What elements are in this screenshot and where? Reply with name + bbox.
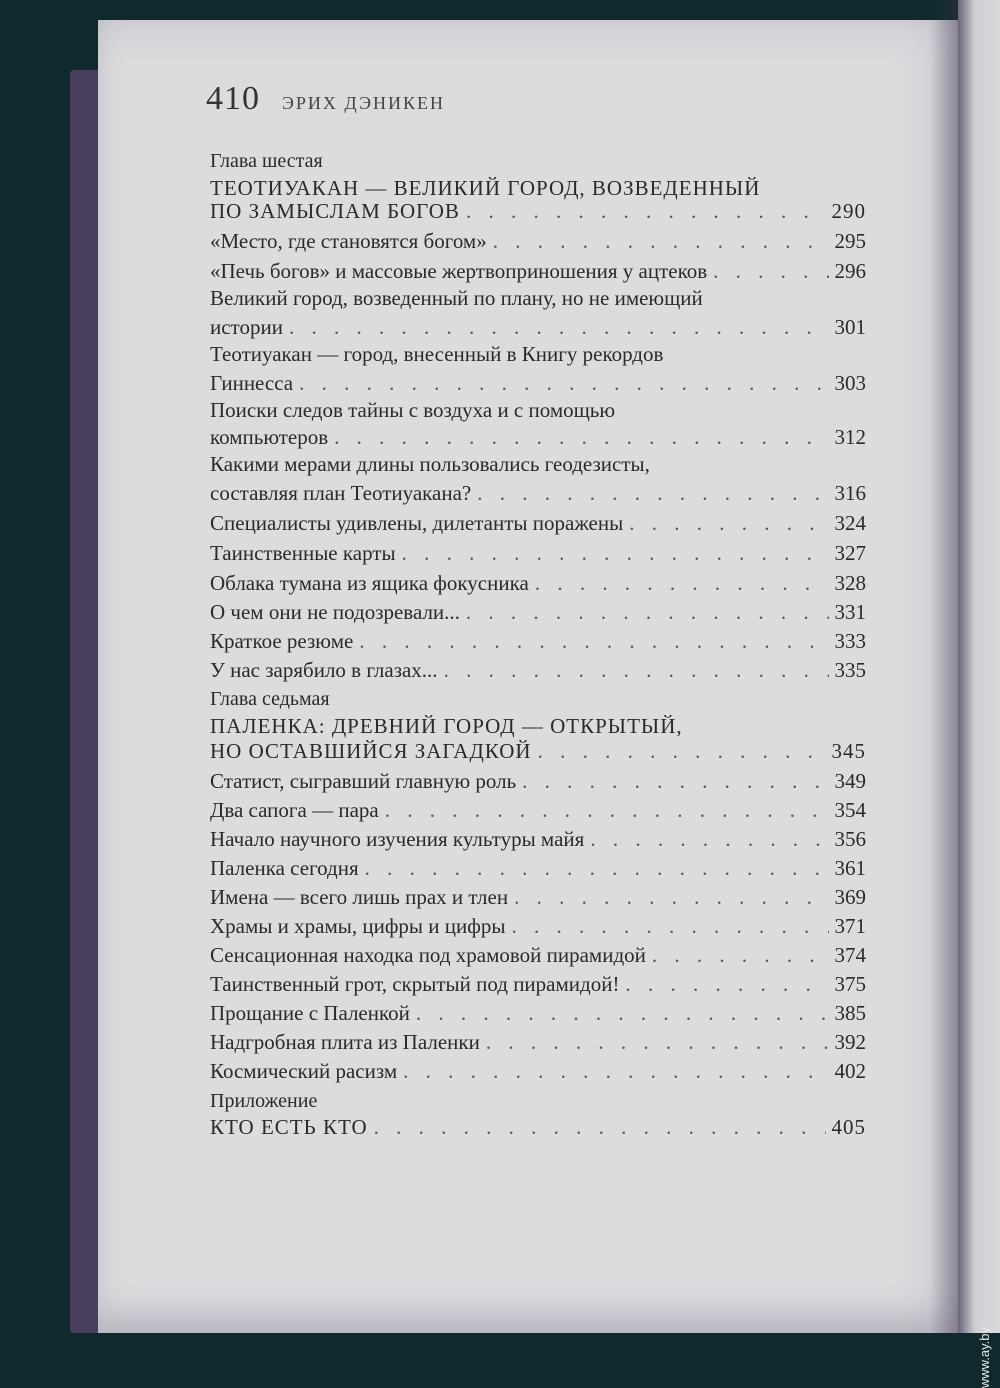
leader-dots (538, 739, 826, 764)
leader-dots (359, 629, 828, 654)
toc-entry-title: Статист, сыгравший главную роль (210, 769, 517, 793)
leader-dots (416, 1001, 829, 1026)
toc-entry (210, 568, 866, 596)
toc-entry-title: Имена — всего лишь прах и тлен (210, 885, 509, 909)
toc-entry (210, 312, 866, 340)
toc-entry-title: Начало научного изучения культуры майя (210, 827, 585, 851)
toc-entry-title: «Печь богов» и массовые жертвоприношения у ацтеков (210, 259, 708, 283)
toc-entry-page: 375 (834, 972, 866, 996)
facing-page-edge (958, 0, 1000, 1333)
toc-entry-page: 402 (834, 1059, 866, 1083)
chapter-7-label: Глава седьмая (210, 688, 330, 710)
toc-entry (210, 626, 866, 654)
chapter-6-title-line2: ПО ЗАМЫСЛАМ БОГОВ (210, 199, 460, 223)
leader-dots (713, 259, 828, 284)
toc-entry (210, 538, 866, 566)
toc-entry-page: 328 (834, 571, 866, 595)
toc-entry-page: 354 (834, 798, 866, 822)
leader-dots (402, 541, 829, 566)
chapter-7-page: 345 (831, 739, 866, 763)
toc-entry (210, 256, 866, 284)
toc-entry-page: 335 (834, 658, 866, 682)
toc-entry-title: Специалисты удивлены, дилетанты поражены (210, 511, 624, 535)
toc-entry-title: Прощание с Паленкой (210, 1001, 410, 1025)
toc-entry (210, 795, 866, 823)
chapter-7-title-row (210, 736, 866, 764)
toc-entry-page: 327 (834, 541, 866, 565)
toc-entry-title: У нас зарябило в глазах... (210, 658, 438, 682)
toc-entry-page: 333 (834, 629, 866, 653)
toc-entry-page: 374 (834, 943, 866, 967)
appendix-page: 405 (831, 1115, 866, 1139)
toc-entry-title: «Место, где становятся богом» (210, 229, 487, 253)
leader-dots (466, 199, 826, 224)
chapter-6-label: Глава шестая (210, 150, 323, 172)
toc-entry-page: 392 (834, 1030, 866, 1054)
toc-entry-page: 296 (834, 259, 866, 283)
page-number: 410 (206, 80, 260, 117)
toc-entry-page: 301 (834, 315, 866, 339)
toc-entry-page: 356 (834, 827, 866, 851)
toc-entry (210, 853, 866, 881)
leader-dots (385, 798, 829, 823)
leader-dots (514, 885, 828, 910)
leader-dots (511, 914, 828, 939)
toc-entry-page: 371 (834, 914, 866, 938)
toc-entry-title-cont: составляя план Теотиуакана? (210, 481, 472, 505)
appendix-label: Приложение (210, 1090, 318, 1112)
toc-entry-title: Космический расизм (210, 1059, 398, 1083)
toc-entry (210, 882, 866, 910)
toc-entry-page: 316 (834, 481, 866, 505)
toc-entry (210, 940, 866, 968)
toc-entry (210, 1027, 866, 1055)
leader-dots (466, 600, 829, 625)
toc-entry-page: 361 (834, 856, 866, 880)
chapter-7-title-line2: НО ОСТАВШИЙСЯ ЗАГАДКОЙ (210, 739, 532, 763)
leader-dots (403, 1059, 828, 1084)
toc-entry-title: Таинственные карты (210, 541, 396, 565)
toc-entry-title: Поиски следов тайны с воздуха и с помощью (210, 398, 616, 422)
toc-entry-page: 303 (834, 371, 866, 395)
chapter-6-title-line1: ТЕОТИУАКАН — ВЕЛИКИЙ ГОРОД, ВОЗВЕДЕННЫЙ (210, 176, 761, 200)
leader-dots (629, 511, 828, 536)
toc-entry-title: Какими мерами длины пользовались геодезисты, (210, 452, 650, 476)
toc-entry (210, 478, 866, 506)
toc-entry (210, 508, 866, 536)
toc-entry-title: Краткое резюме (210, 629, 354, 653)
toc-entry (210, 1056, 866, 1084)
toc-entry-title: Сенсационная находка под храмовой пирамидой (210, 943, 646, 967)
leader-dots (590, 827, 828, 852)
toc-entry-title-cont: Гиннесса (210, 371, 294, 395)
toc-entry-title: Таинственный грот, скрытый под пирамидой! (210, 972, 620, 996)
toc-entry (210, 969, 866, 997)
leader-dots (625, 972, 828, 997)
chapter-7-title-line1: ПАЛЕНКА: ДРЕВНИЙ ГОРОД — ОТКРЫТЫЙ, (210, 714, 683, 738)
leader-dots (299, 371, 828, 396)
toc-entry (210, 368, 866, 396)
leader-dots (334, 425, 828, 450)
leader-dots (493, 229, 829, 254)
leader-dots (535, 571, 829, 596)
toc-entry-page: 369 (834, 885, 866, 909)
toc-entry-title-cont: компьютеров (210, 425, 329, 449)
toc-entry-title: Паленка сегодня (210, 856, 359, 880)
toc-entry (210, 597, 866, 625)
toc-entry (210, 766, 866, 794)
toc-entry-page: 349 (834, 769, 866, 793)
toc-entry-title: Великий город, возведенный по плану, но не имеющий (210, 286, 703, 310)
toc-entry-page: 331 (834, 600, 866, 624)
leader-dots (374, 1115, 826, 1140)
toc-entry-title: Теотиуакан — город, внесенный в Книгу рекордов (210, 342, 664, 366)
appendix-title: КТО ЕСТЬ КТО (210, 1115, 368, 1139)
toc-entry (210, 226, 866, 254)
toc-entry-page: 295 (834, 229, 866, 253)
toc-entry (210, 911, 866, 939)
leader-dots (477, 481, 828, 506)
toc-entry-page: 324 (834, 511, 866, 535)
watermark: www.ay.by (977, 1327, 992, 1388)
leader-dots (444, 658, 829, 683)
toc-entry-title: О чем они не подозревали... (210, 600, 460, 624)
appendix-title-row (210, 1112, 866, 1140)
leader-dots (652, 943, 829, 968)
running-author: ЭРИХ ДЭНИКЕН (282, 93, 445, 113)
toc-entry-title-cont: истории (210, 315, 283, 339)
chapter-6-title-row (210, 196, 866, 224)
toc-entry (210, 998, 866, 1026)
running-header (206, 80, 445, 118)
toc-entry-title: Храмы и храмы, цифры и цифры (210, 914, 506, 938)
leader-dots (486, 1030, 829, 1055)
toc-entry-title: Облака тумана из ящика фокусника (210, 571, 529, 595)
toc-entry-title: Два сапога — пара (210, 798, 379, 822)
toc-entry (210, 655, 866, 683)
leader-dots (289, 315, 829, 340)
toc-entry (210, 422, 866, 450)
toc-entry (210, 824, 866, 852)
toc-entry-page: 312 (834, 425, 866, 449)
toc-entry-title: Надгробная плита из Паленки (210, 1030, 480, 1054)
leader-dots (365, 856, 829, 881)
leader-dots (522, 769, 828, 794)
toc-entry-page: 385 (834, 1001, 866, 1025)
chapter-6-page: 290 (831, 199, 866, 223)
